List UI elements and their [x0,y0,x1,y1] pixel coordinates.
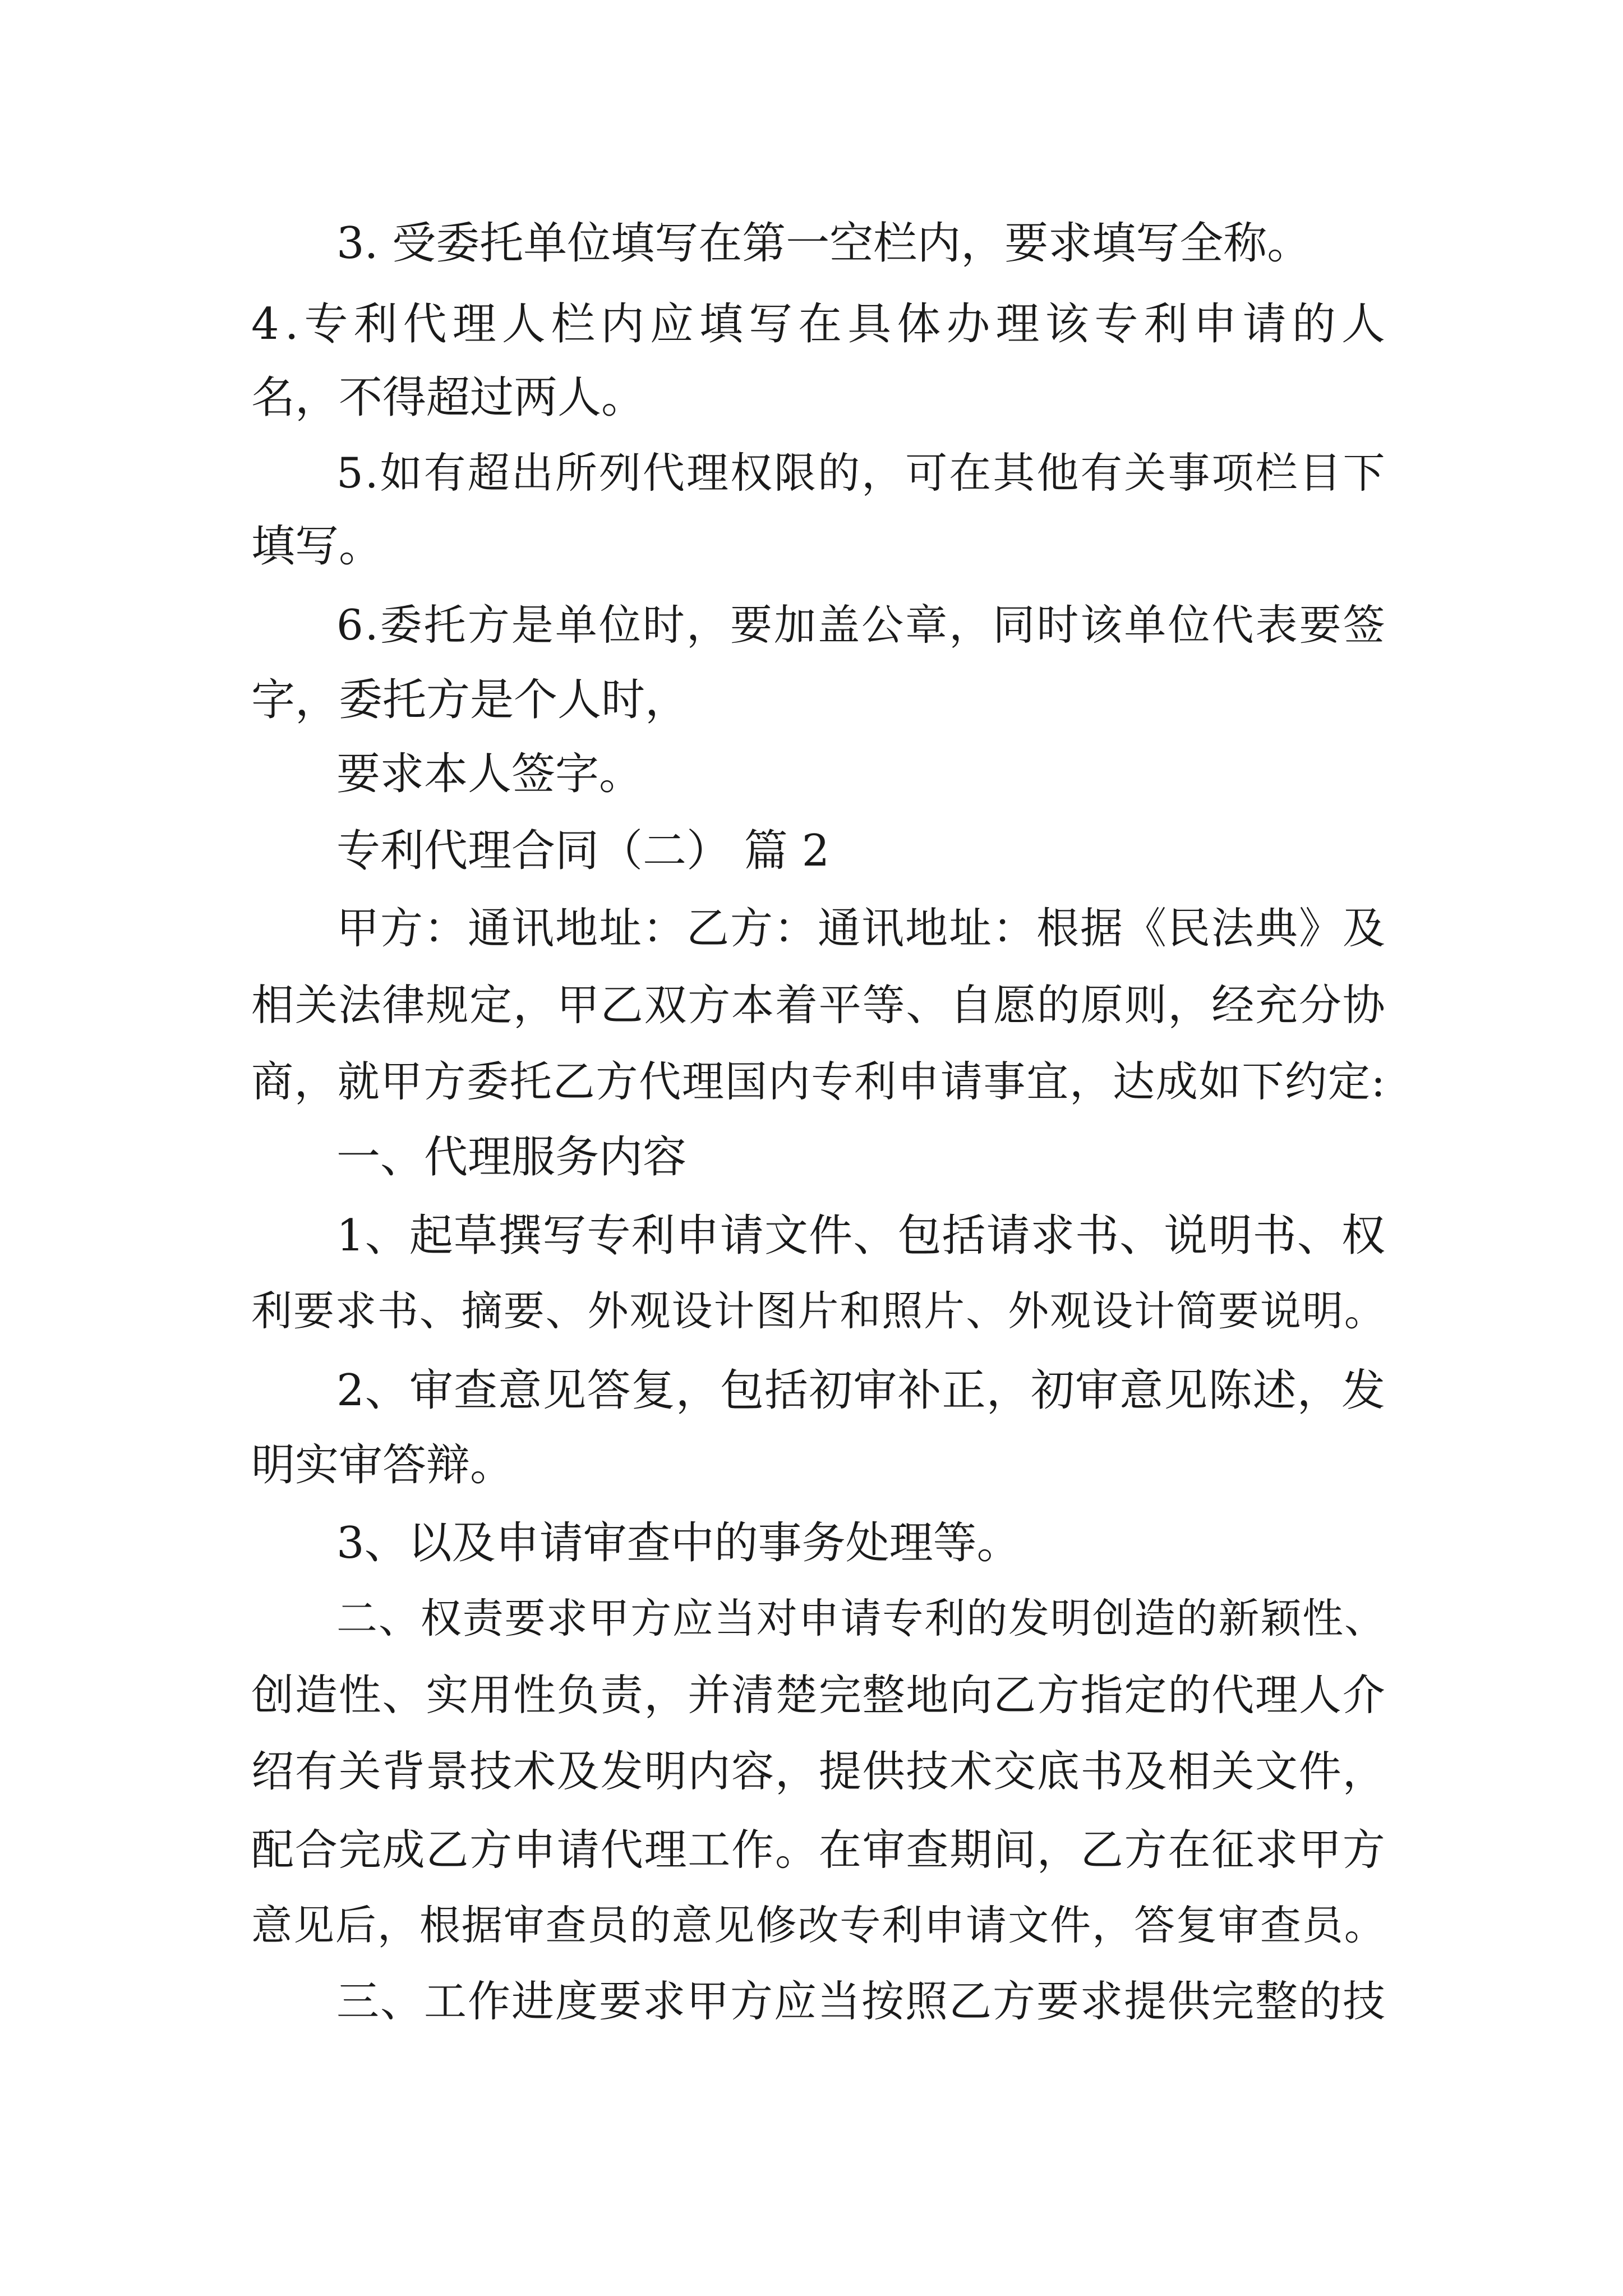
paragraph-line: 1 、 起 草 撰 写 专 利 申 请 文 件 、 包 括 请 求 书 、 说 明 书 、 权 [336,1211,1385,1261]
section-heading: 专利代理合同（二） 篇 2 [336,826,830,876]
paragraph-line: 填写。 [251,521,383,572]
paragraph-line: 4 . 专 利 代 理 人 栏 内 应 填 写 在 具 体 办 理 该 专 利 申 请 的 人 [251,299,1385,349]
paragraph-line: 名，不得超过两人。 [251,372,645,423]
paragraph-line: 商 ， 就 甲 方 委 托 乙 方 代 理 国 内 专 利 申 请 事 宜 ， 达 成 如 下 约 定 : [251,1057,1385,1106]
paragraph-line: 创 造 性 、 实 用 性 负 责 ， 并 清 楚 完 整 地 向 乙 方 指 定 的 代 理 人 介 [251,1670,1385,1720]
paragraph-line: 三 、 工 作 进 度 要 求 甲 方 应 当 按 照 乙 方 要 求 提 供 完 整 的 技 [336,1976,1385,2026]
paragraph-line: 6 . 委 托 方 是 单 位 时 ， 要 加 盖 公 章 ， 同 时 该 单 位 代 表 要 签 [336,600,1385,650]
paragraph-line: 字，委托方是个人时， [251,675,689,725]
paragraph-line: 明实审答辩。 [251,1440,514,1490]
paragraph-line: 相 关 法 律 规 定 ， 甲 乙 双 方 本 着 平 等 、 自 愿 的 原 则 ， 经 充 分 协 [251,980,1385,1030]
paragraph-line: 3. 受委托单位填写在第一空栏内，要求填写全称。 [336,218,1311,269]
paragraph-line: 2 、 审 查 意 见 答 复 ， 包 括 初 审 补 正 ， 初 审 意 见 陈 述 ， 发 [336,1365,1385,1416]
paragraph-line: 5 . 如 有 超 出 所 列 代 理 权 限 的 ， 可 在 其 他 有 关 事 项 栏 目 下 [336,448,1385,498]
paragraph-line: 甲 方 ： 通 讯 地 址 ： 乙 方 ： 通 讯 地 址 ： 根 据 《 民 法 典 》 及 [336,903,1385,953]
paragraph-line: 二 、 权 责 要 求 甲 方 应 当 对 申 请 专 利 的 发 明 创 造 的 新 颖 性 、 [336,1595,1385,1642]
paragraph-line: 3、以及申请审查中的事务处理等。 [336,1518,1021,1568]
paragraph-line: 绍 有 关 背 景 技 术 及 发 明 内 容 ， 提 供 技 术 交 底 书 及 相 关 文 件 ， [251,1746,1385,1796]
paragraph-line: 意 见 后 ， 根 据 审 查 员 的 意 见 修 改 专 利 申 请 文 件 ， 答 复 审 查 员 。 [251,1902,1385,1949]
paragraph-line: 要求本人签字。 [336,749,643,799]
paragraph-line: 利 要 求 书 、 摘 要 、 外 观 设 计 图 片 和 照 片 、 外 观 设 计 简 要 说 明 。 [251,1287,1385,1335]
paragraph-line: 配 合 完 成 乙 方 申 请 代 理 工 作 。 在 审 查 期 间 ， 乙 方 在 征 求 甲 方 [251,1825,1385,1875]
section-heading: 一、代理服务内容 [336,1132,687,1182]
